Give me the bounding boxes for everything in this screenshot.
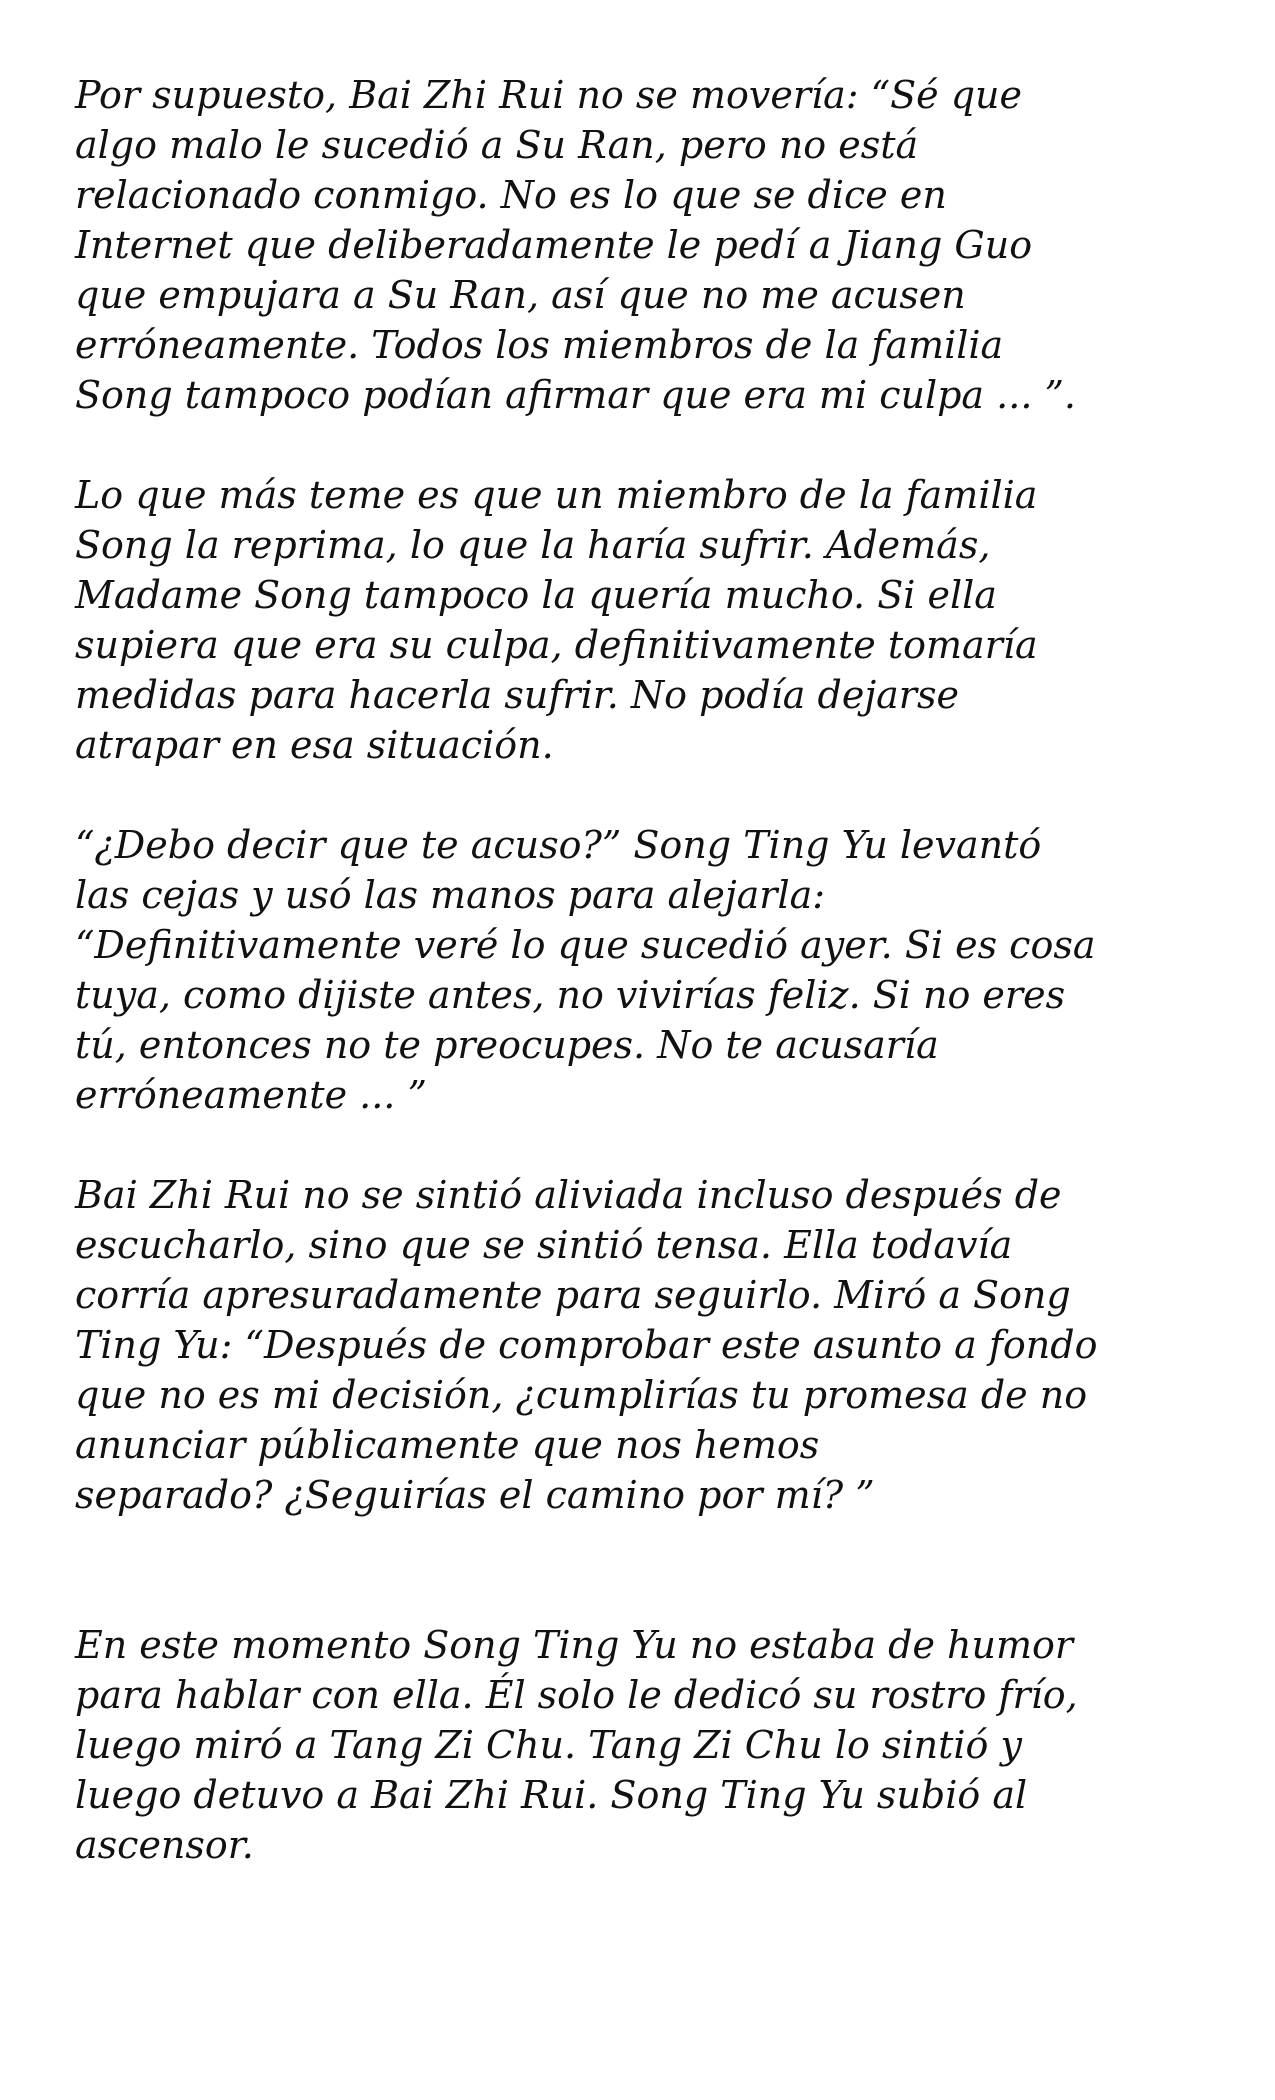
text-line: erróneamente ... ” [75,1073,427,1117]
text-line: separado? ¿Seguirías el camino por mí? ” [75,1473,875,1517]
text-line: Por supuesto, Bai Zhi Rui no se movería: “Sé que [75,73,1022,117]
text-line: erróneamente. Todos los miembros de la familia [75,323,1004,367]
text-line: para hablar con ella. Él solo le dedicó su rostro frío, [75,1673,1078,1717]
text-line: luego miró a Tang Zi Chu. Tang Zi Chu lo sintió y [75,1723,1022,1767]
text-line: Song tampoco podían afirmar que era mi culpa ... ”. [75,373,1076,417]
paragraph-2 [75,470,1205,770]
text-line: relacionado conmigo. No es lo que se dice en [75,173,947,217]
paragraph-3 [75,820,1205,1120]
document-page [75,70,1205,1920]
paragraph-4 [75,1170,1205,1520]
text-line: supiera que era su culpa, definitivamente tomaría [75,623,1038,667]
text-line: escucharlo, sino que se sintió tensa. Ella todavía [75,1223,1013,1267]
text-line: que no es mi decisión, ¿cumplirías tu promesa de no [75,1373,1088,1417]
text-line: que empujara a Su Ran, así que no me acusen [75,273,966,317]
text-line: Song la reprima, lo que la haría sufrir. Además, [75,523,991,567]
text-line: luego detuvo a Bai Zhi Rui. Song Ting Yu subió al [75,1773,1028,1817]
text-line: tuya, como dijiste antes, no vivirías feliz. Si no eres [75,973,1066,1017]
text-line: En este momento Song Ting Yu no estaba de humor [75,1623,1074,1667]
text-line: Ting Yu: “Después de comprobar este asunto a fondo [75,1323,1098,1367]
text-line: Madame Song tampoco la quería mucho. Si ella [75,573,997,617]
paragraph-1 [75,70,1205,420]
paragraph-5 [75,1620,1205,1870]
text-line: “Definitivamente veré lo que sucedió ayer. Si es cosa [75,923,1096,967]
text-line: Lo que más teme es que un miembro de la familia [75,473,1038,517]
text-line: tú, entonces no te preocupes. No te acusaría [75,1023,939,1067]
text-line: Bai Zhi Rui no se sintió aliviada incluso después de [75,1173,1062,1217]
text-line: “¿Debo decir que te acuso?” Song Ting Yu levantó [75,823,1042,867]
text-line: corría apresuradamente para seguirlo. Miró a Song [75,1273,1071,1317]
text-line: atrapar en esa situación. [75,723,554,767]
text-line: anunciar públicamente que nos hemos [75,1423,820,1467]
text-line: las cejas y usó las manos para alejarla: [75,873,826,917]
text-line: Internet que deliberadamente le pedí a Jiang Guo [75,223,1033,267]
text-line: medidas para hacerla sufrir. No podía dejarse [75,673,959,717]
text-line: ascensor. [75,1823,254,1867]
text-line: algo malo le sucedió a Su Ran, pero no está [75,123,919,167]
